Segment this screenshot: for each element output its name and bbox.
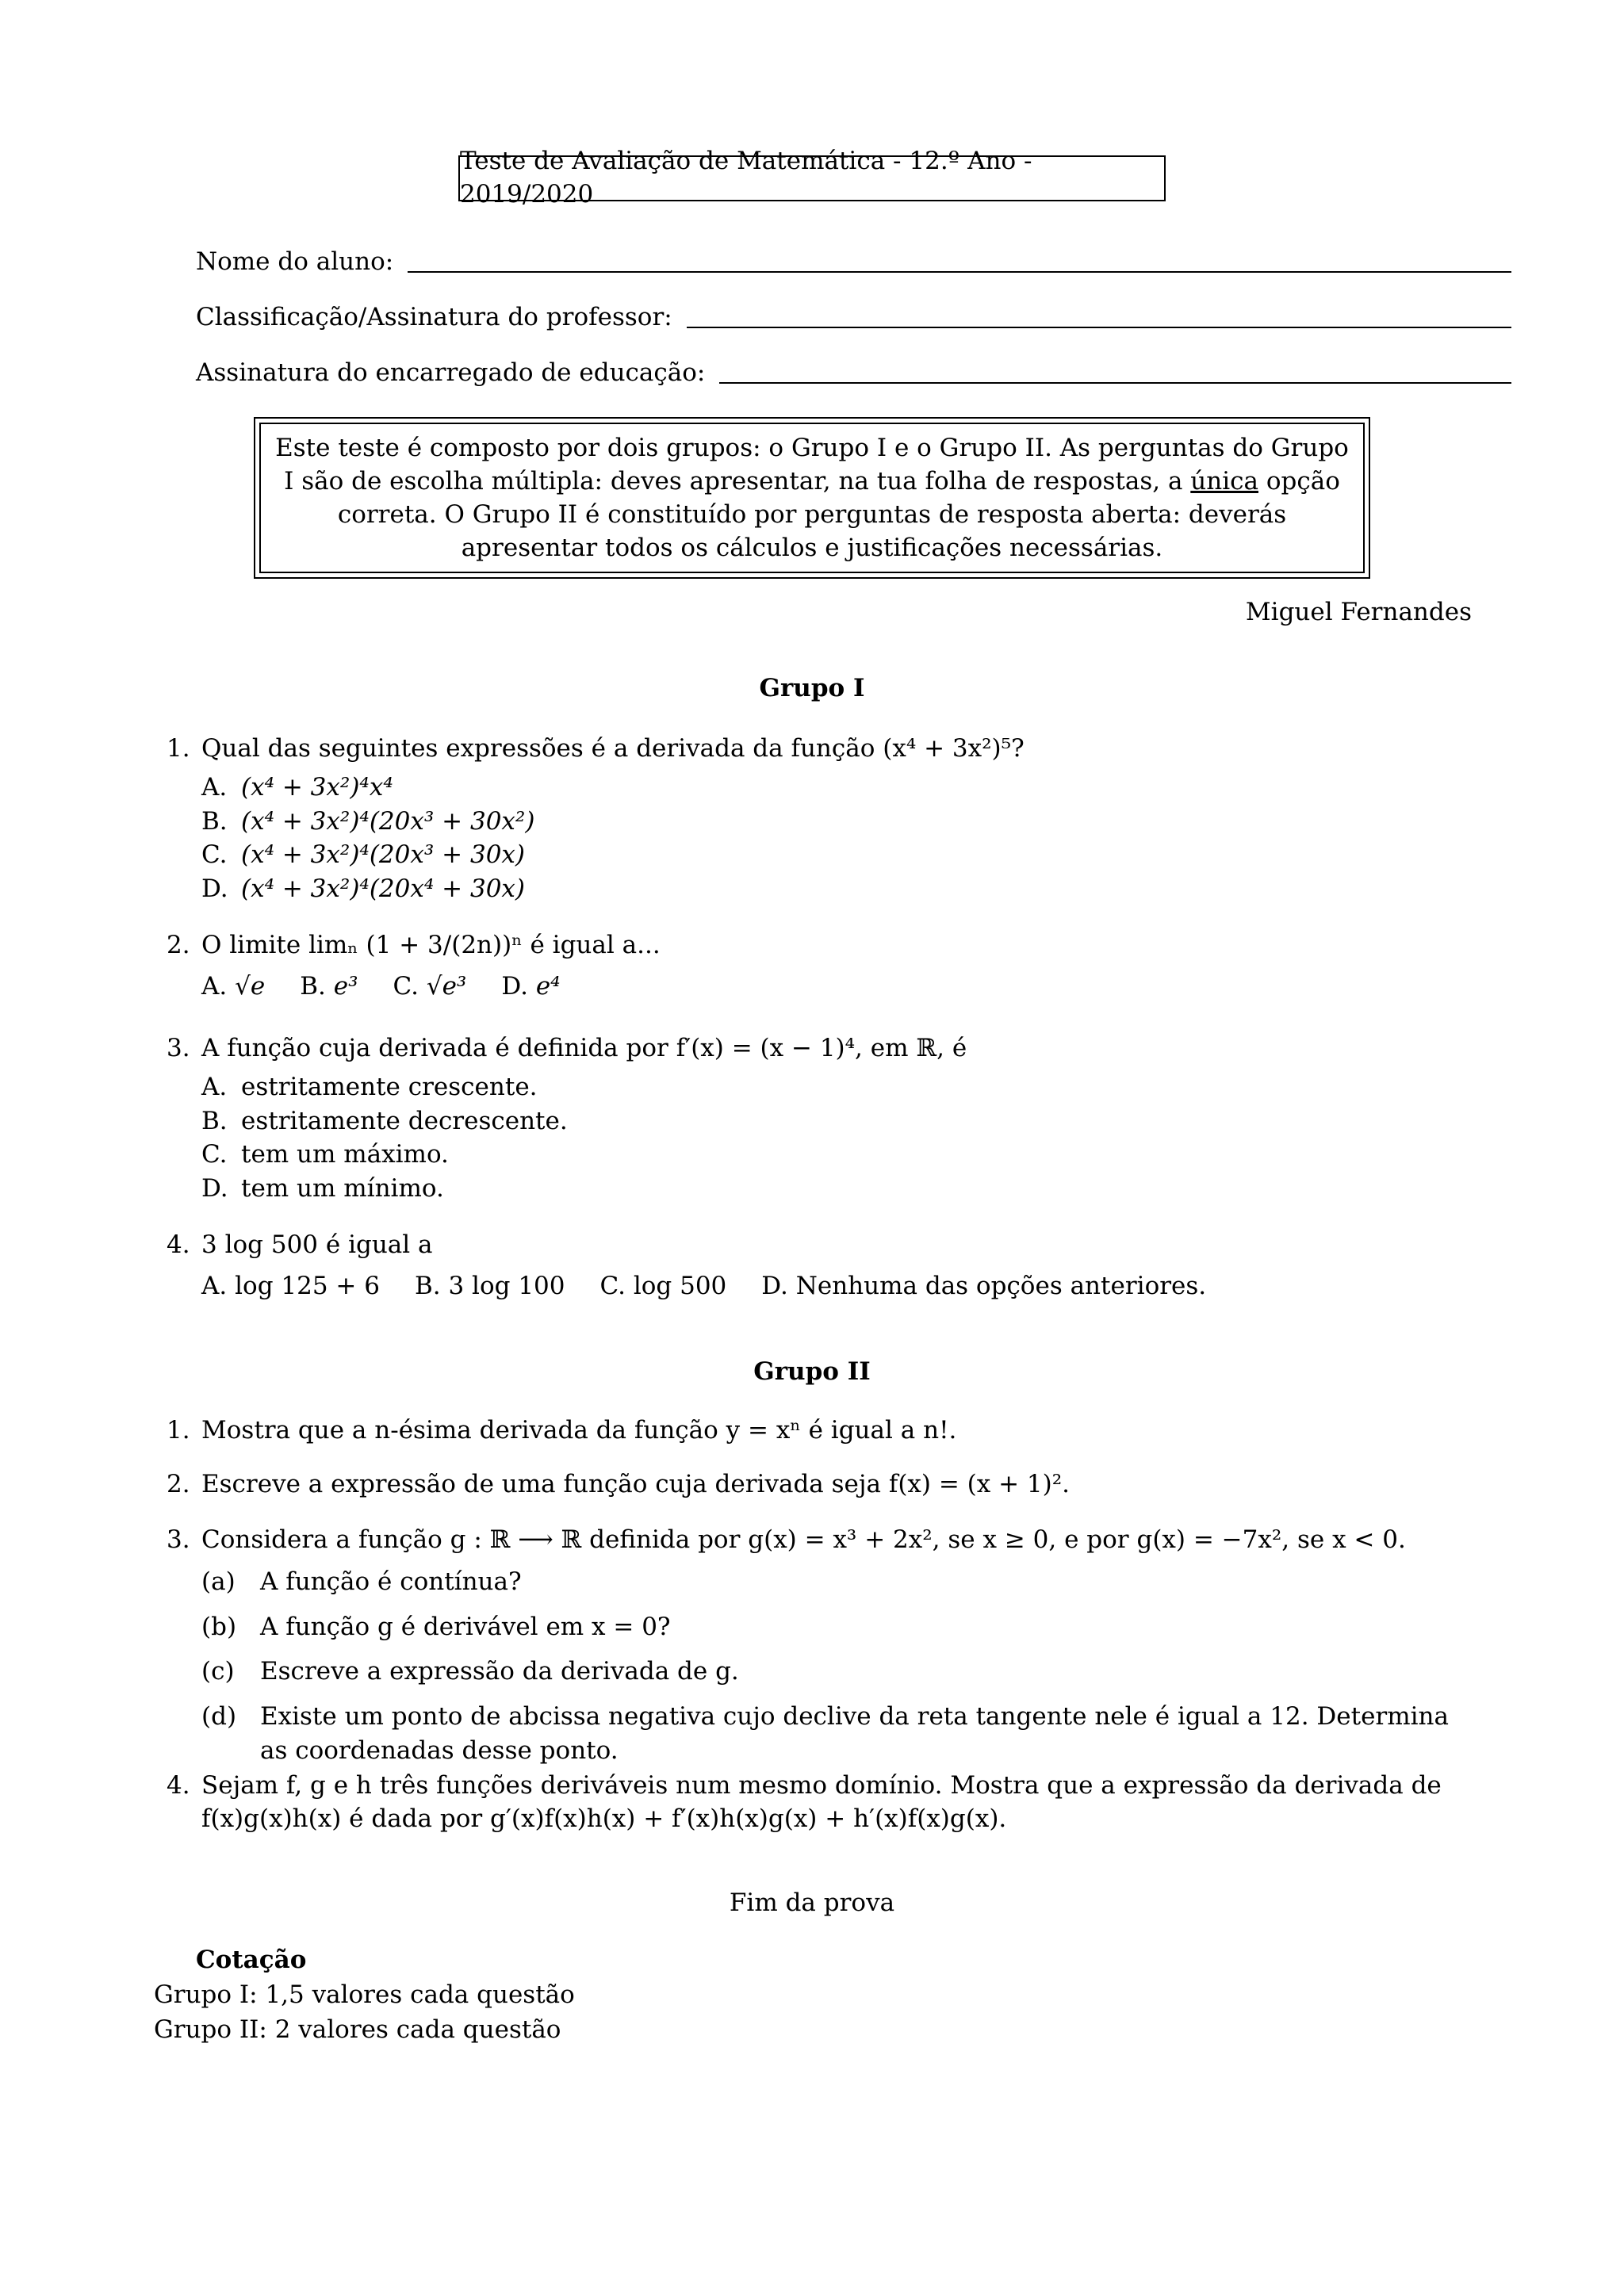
option-c xyxy=(393,970,467,1004)
subquestion-a xyxy=(201,1565,1472,1599)
option-d xyxy=(501,970,560,1004)
question-number: 4. xyxy=(167,1230,190,1259)
question-text: Mostra que a n-ésima derivada da função y = xⁿ é igual a n!. xyxy=(201,1416,957,1445)
option-a xyxy=(201,970,265,1004)
question-number: 1. xyxy=(167,1416,190,1445)
grading-group2: Grupo II: 2 valores cada questão xyxy=(154,2015,561,2044)
student-name-field xyxy=(196,244,1511,279)
option-letter: D. xyxy=(201,874,228,904)
option-text: log 500 xyxy=(633,1271,727,1300)
option-letter: D. xyxy=(201,1174,228,1203)
subquestion-text: A função g é derivável em x = 0? xyxy=(260,1612,671,1641)
teacher-signature-field xyxy=(196,300,1511,335)
question-stem: Qual das seguintes expressões é a derivada da função (x⁴ + 3x²)⁵? xyxy=(201,734,1025,763)
question-number: 3. xyxy=(167,1034,190,1062)
option-letter: B. xyxy=(201,806,228,836)
question-text: Sejam f, g e h três funções deriváveis num mesmo domínio. Mostra que a expressão da derivada de f(x)g(x)h(x) é dada por g′(x)f(x)h(x) + f′(x)h(x)g(x) + h′(x)f(x)g(x). xyxy=(201,1771,1442,1833)
question-stem: O limite limₙ (1 + 3/(2n))ⁿ é igual a... xyxy=(201,931,661,959)
subquestion-text: Escreve a expressão da derivada de g. xyxy=(260,1657,739,1686)
option-text: log 125 + 6 xyxy=(235,1271,380,1300)
question-stem: A função cuja derivada é definida por f′(x) = (x − 1)⁴, em ℝ, é xyxy=(201,1034,967,1062)
question-text: Escreve a expressão de uma função cuja derivada seja f(x) = (x + 1)². xyxy=(201,1470,1071,1498)
subquestion-text: A função é contínua? xyxy=(260,1567,522,1596)
instructions-underlined-word: única xyxy=(1190,466,1258,496)
subquestion-label: (c) xyxy=(201,1657,235,1686)
g1-question-2 xyxy=(167,929,1472,1004)
exam-title-box xyxy=(458,147,1166,209)
g2-question-4 xyxy=(167,1770,1472,1836)
g2-question-2 xyxy=(167,1468,1472,1502)
instructions-inner xyxy=(259,423,1365,573)
grading-title: Cotação xyxy=(196,1946,307,1974)
option-letter: A. xyxy=(201,971,228,1001)
group1-title: Grupo I xyxy=(759,674,865,702)
exam-title: Teste de Avaliação de Matemática - 12.º Ano - 2019/2020 xyxy=(460,147,1032,209)
question-number: 2. xyxy=(167,1470,190,1498)
grading-group1: Grupo I: 1,5 valores cada questão xyxy=(154,1980,575,2009)
options-list xyxy=(201,771,1472,906)
option-a xyxy=(201,1070,1472,1104)
subquestion-label: (a) xyxy=(201,1567,236,1596)
options-list xyxy=(201,970,1472,1004)
options-list xyxy=(201,1070,1472,1206)
option-letter: C. xyxy=(393,971,419,1001)
option-c xyxy=(600,1270,727,1303)
group2-title: Grupo II xyxy=(753,1357,871,1386)
option-b xyxy=(300,970,358,1004)
subquestion-b xyxy=(201,1610,1472,1644)
g1-question-3 xyxy=(167,1032,1472,1206)
option-text: Nenhuma das opções anteriores. xyxy=(795,1271,1207,1300)
guardian-signature-field xyxy=(196,355,1511,390)
subquestions-list xyxy=(201,1565,1472,1768)
options-list xyxy=(201,1270,1472,1303)
student-name-label: Nome do aluno: xyxy=(196,247,394,277)
question-number: 3. xyxy=(167,1525,190,1554)
option-a xyxy=(201,1270,380,1303)
option-text: (x⁴ + 3x²)⁴(20x⁴ + 30x) xyxy=(241,874,525,904)
option-letter: A. xyxy=(201,1271,228,1300)
instructions-box xyxy=(254,417,1370,579)
option-letter: D. xyxy=(761,1271,788,1300)
option-d xyxy=(761,1270,1206,1303)
instructions-text xyxy=(272,431,1352,565)
option-text: (x⁴ + 3x²)⁴x⁴ xyxy=(241,772,393,802)
author-name: Miguel Fernandes xyxy=(1245,598,1472,626)
option-b xyxy=(201,805,1472,839)
instructions-part2: opção correta. O Grupo II é constituído por perguntas de resposta aberta: deverás apresentar todos os cálculos e justificações necessárias. xyxy=(337,466,1340,563)
option-text: √e³ xyxy=(426,971,467,1001)
guardian-signature-line xyxy=(719,382,1511,384)
option-text: e⁴ xyxy=(535,971,561,1001)
question-number: 2. xyxy=(167,931,190,959)
student-name-line xyxy=(408,271,1511,273)
subquestion-text: Existe um ponto de abcissa negativa cujo declive da reta tangente nele é igual a 12. Determina as coordenadas desse ponto. xyxy=(260,1702,1449,1765)
g1-question-4 xyxy=(167,1229,1472,1303)
question-number: 1. xyxy=(167,734,190,763)
option-letter: B. xyxy=(201,1106,228,1135)
option-a xyxy=(201,771,1472,805)
option-text: (x⁴ + 3x²)⁴(20x³ + 30x) xyxy=(241,840,525,870)
question-number: 4. xyxy=(167,1771,190,1800)
option-b xyxy=(415,1270,565,1303)
option-c xyxy=(201,1138,1472,1172)
subquestion-d xyxy=(201,1700,1472,1768)
option-letter: B. xyxy=(414,1271,441,1300)
option-letter: A. xyxy=(201,1072,228,1101)
question-stem: 3 log 500 é igual a xyxy=(201,1230,433,1259)
option-text: (x⁴ + 3x²)⁴(20x³ + 30x²) xyxy=(241,806,535,836)
option-b xyxy=(201,1104,1472,1138)
option-text: √e xyxy=(235,971,266,1001)
option-text: 3 log 100 xyxy=(448,1271,565,1300)
option-letter: D. xyxy=(501,971,528,1001)
g1-question-1 xyxy=(167,733,1472,906)
option-d xyxy=(201,872,1472,906)
teacher-signature-line xyxy=(687,327,1511,328)
option-text: tem um máximo. xyxy=(241,1140,449,1169)
g2-question-3 xyxy=(167,1524,1472,1779)
option-letter: B. xyxy=(300,971,326,1001)
option-letter: A. xyxy=(201,772,228,802)
option-text: e³ xyxy=(333,971,358,1001)
option-letter: C. xyxy=(201,840,228,870)
question-stem: Considera a função g : ℝ ⟶ ℝ definida por g(x) = x³ + 2x², se x ≥ 0, e por g(x) = −7x², se x < 0. xyxy=(201,1525,1406,1554)
g2-question-1 xyxy=(167,1414,1472,1448)
subquestion-label: (b) xyxy=(201,1612,237,1641)
end-of-exam: Fim da prova xyxy=(729,1888,895,1917)
option-c xyxy=(201,838,1472,872)
option-text: estritamente crescente. xyxy=(241,1072,538,1101)
option-text: tem um mínimo. xyxy=(241,1174,444,1203)
subquestion-c xyxy=(201,1655,1472,1689)
option-d xyxy=(201,1172,1472,1206)
subquestion-label: (d) xyxy=(201,1702,237,1732)
guardian-signature-label: Assinatura do encarregado de educação: xyxy=(196,358,706,388)
option-letter: C. xyxy=(599,1271,626,1300)
option-letter: C. xyxy=(201,1140,228,1169)
teacher-signature-label: Classificação/Assinatura do professor: xyxy=(196,303,672,332)
option-text: estritamente decrescente. xyxy=(241,1106,568,1135)
instructions-part1: Este teste é composto por dois grupos: o Grupo I e o Grupo II. As perguntas do Grupo I são de escolha múltipla: deves apresentar, na tua folha de respostas, a xyxy=(275,433,1349,496)
